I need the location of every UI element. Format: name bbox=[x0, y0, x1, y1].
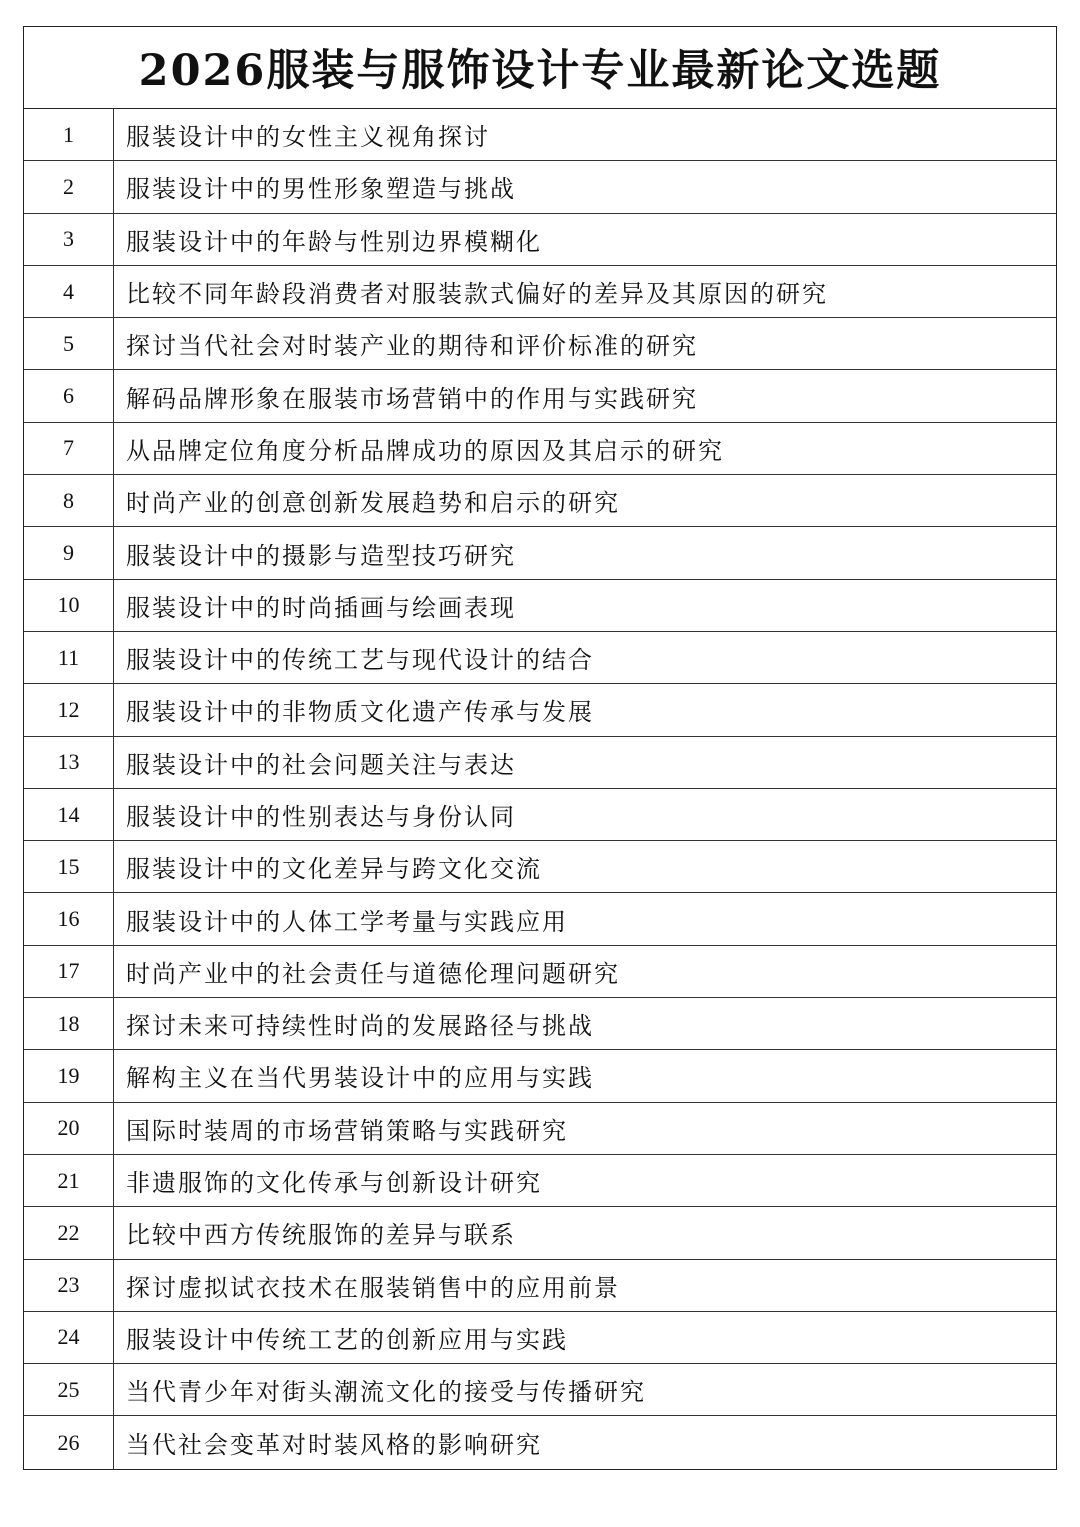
row-number: 6 bbox=[24, 370, 114, 421]
row-number: 11 bbox=[24, 632, 114, 683]
row-topic: 探讨当代社会对时装产业的期待和评价标准的研究 bbox=[126, 332, 698, 361]
table-row bbox=[24, 1207, 1056, 1259]
row-number: 19 bbox=[24, 1050, 114, 1101]
row-topic: 时尚产业中的社会责任与道德伦理问题研究 bbox=[126, 959, 620, 988]
row-number: 17 bbox=[24, 946, 114, 997]
row-topic: 比较中西方传统服饰的差异与联系 bbox=[126, 1221, 516, 1250]
row-number: 10 bbox=[24, 580, 114, 631]
table-row bbox=[24, 109, 1056, 161]
row-topic: 探讨未来可持续性时尚的发展路径与挑战 bbox=[126, 1012, 594, 1041]
topic-table bbox=[23, 26, 1057, 1470]
row-topic: 服装设计中的女性主义视角探讨 bbox=[126, 123, 490, 152]
table-row bbox=[24, 1364, 1056, 1416]
row-number: 15 bbox=[24, 841, 114, 892]
row-number: 23 bbox=[24, 1260, 114, 1311]
row-topic: 服装设计中传统工艺的创新应用与实践 bbox=[126, 1325, 568, 1354]
row-number: 16 bbox=[24, 893, 114, 944]
table-row bbox=[24, 946, 1056, 998]
table-row bbox=[24, 737, 1056, 789]
row-number: 26 bbox=[24, 1416, 114, 1468]
row-number: 3 bbox=[24, 214, 114, 265]
row-topic: 非遗服饰的文化传承与创新设计研究 bbox=[126, 1169, 542, 1198]
row-number: 24 bbox=[24, 1312, 114, 1363]
table-row bbox=[24, 318, 1056, 370]
table-row bbox=[24, 684, 1056, 736]
table-row bbox=[24, 370, 1056, 422]
table-row bbox=[24, 1155, 1056, 1207]
row-topic: 服装设计中的人体工学考量与实践应用 bbox=[126, 907, 568, 936]
row-topic: 当代社会变革对时装风格的影响研究 bbox=[126, 1431, 542, 1460]
row-number: 25 bbox=[24, 1364, 114, 1415]
row-number: 5 bbox=[24, 318, 114, 369]
table-row bbox=[24, 214, 1056, 266]
row-topic: 探讨虚拟试衣技术在服装销售中的应用前景 bbox=[126, 1273, 620, 1302]
row-number: 8 bbox=[24, 475, 114, 526]
table-row bbox=[24, 475, 1056, 527]
row-topic: 服装设计中的社会问题关注与表达 bbox=[126, 750, 516, 779]
row-number: 18 bbox=[24, 998, 114, 1049]
table-row bbox=[24, 527, 1056, 579]
row-topic: 服装设计中的摄影与造型技巧研究 bbox=[126, 541, 516, 570]
row-topic: 服装设计中的时尚插画与绘画表现 bbox=[126, 593, 516, 622]
row-number: 2 bbox=[24, 161, 114, 212]
row-number: 7 bbox=[24, 423, 114, 474]
row-number: 21 bbox=[24, 1155, 114, 1206]
row-number: 4 bbox=[24, 266, 114, 317]
row-number: 22 bbox=[24, 1207, 114, 1258]
table-row bbox=[24, 1050, 1056, 1102]
table-row bbox=[24, 998, 1056, 1050]
row-number: 12 bbox=[24, 684, 114, 735]
row-number: 13 bbox=[24, 737, 114, 788]
table-row bbox=[24, 161, 1056, 213]
row-topic: 时尚产业的创意创新发展趋势和启示的研究 bbox=[126, 489, 620, 518]
row-topic: 解构主义在当代男装设计中的应用与实践 bbox=[126, 1064, 594, 1093]
row-topic: 比较不同年龄段消费者对服装款式偏好的差异及其原因的研究 bbox=[126, 280, 828, 309]
row-topic: 服装设计中的非物质文化遗产传承与发展 bbox=[126, 698, 594, 727]
title-row bbox=[24, 27, 1056, 109]
row-topic: 服装设计中的文化差异与跨文化交流 bbox=[126, 855, 542, 884]
table-row bbox=[24, 423, 1056, 475]
table-row bbox=[24, 580, 1056, 632]
table-row bbox=[24, 1260, 1056, 1312]
table-row bbox=[24, 266, 1056, 318]
row-topic: 服装设计中的传统工艺与现代设计的结合 bbox=[126, 646, 594, 675]
row-number: 20 bbox=[24, 1103, 114, 1154]
row-topic: 当代青少年对街头潮流文化的接受与传播研究 bbox=[126, 1378, 646, 1407]
row-number: 14 bbox=[24, 789, 114, 840]
row-topic: 解码品牌形象在服装市场营销中的作用与实践研究 bbox=[126, 384, 698, 413]
row-topic: 服装设计中的性别表达与身份认同 bbox=[126, 803, 516, 831]
page-title: 2026服装与服饰设计专业最新论文选题 bbox=[138, 46, 942, 96]
row-number: 9 bbox=[24, 527, 114, 578]
row-number: 1 bbox=[24, 109, 114, 160]
row-topic: 从品牌定位角度分析品牌成功的原因及其启示的研究 bbox=[126, 436, 724, 465]
table-row bbox=[24, 1103, 1056, 1155]
table-row bbox=[24, 893, 1056, 945]
row-topic: 服装设计中的男性形象塑造与挑战 bbox=[126, 175, 516, 204]
table-row bbox=[24, 1312, 1056, 1364]
table-row bbox=[24, 841, 1056, 893]
row-topic: 服装设计中的年龄与性别边界模糊化 bbox=[126, 227, 542, 256]
row-topic: 国际时装周的市场营销策略与实践研究 bbox=[126, 1116, 568, 1145]
table-row bbox=[24, 632, 1056, 684]
table-row bbox=[24, 789, 1056, 841]
table-body bbox=[24, 109, 1056, 1469]
table-row bbox=[24, 1416, 1056, 1468]
